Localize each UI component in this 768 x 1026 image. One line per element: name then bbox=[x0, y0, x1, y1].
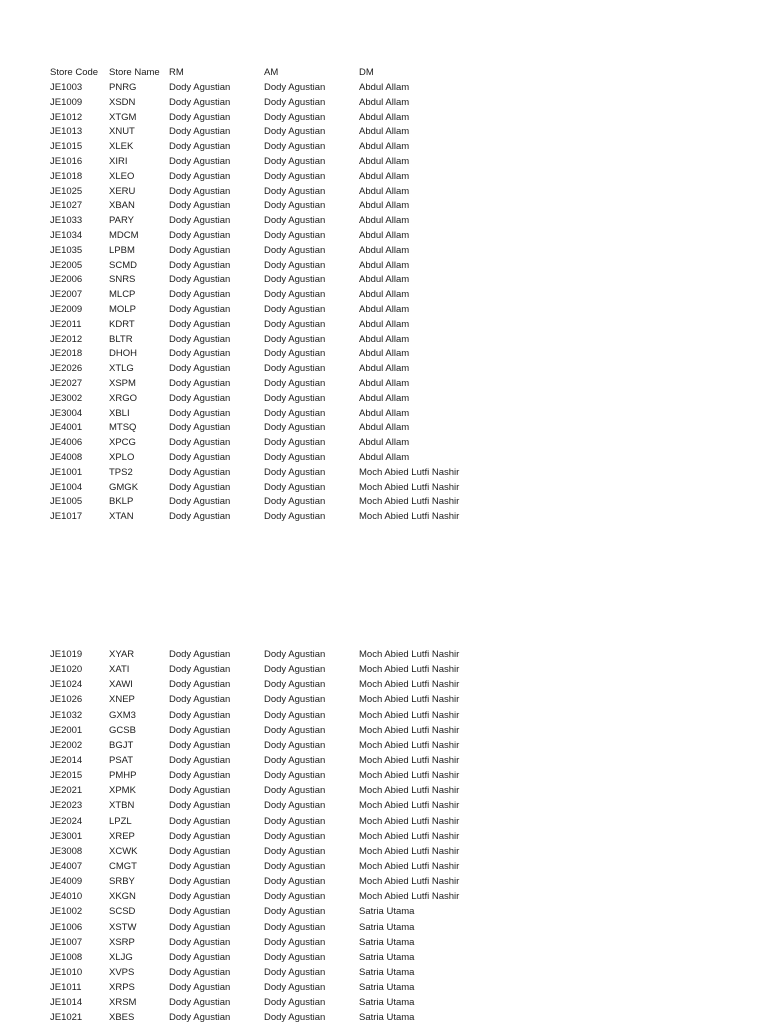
dm-cell: Satria Utama bbox=[359, 951, 415, 963]
dm-cell: Abdul Allam bbox=[359, 200, 410, 212]
store-code-cell: JE2007 bbox=[50, 289, 83, 301]
am-cell: Dody Agustian bbox=[264, 422, 326, 434]
am-cell: Dody Agustian bbox=[264, 679, 326, 691]
store-name-cell: GMGK bbox=[109, 481, 139, 493]
dm-cell: Abdul Allam bbox=[359, 451, 410, 463]
dm-cell: Abdul Allam bbox=[359, 303, 410, 315]
am-cell: Dody Agustian bbox=[264, 274, 326, 286]
store-code-cell: JE1003 bbox=[50, 82, 83, 93]
store-name-cell: XATI bbox=[109, 664, 130, 676]
store-name-cell: XTLG bbox=[109, 363, 134, 375]
store-name-cell: XLEO bbox=[109, 170, 135, 182]
store-code-cell: JE2021 bbox=[50, 785, 83, 797]
store-code-cell: JE1004 bbox=[50, 481, 83, 493]
am-cell: Dody Agustian bbox=[264, 694, 326, 706]
am-cell: Dody Agustian bbox=[264, 906, 326, 918]
dm-cell: Abdul Allam bbox=[359, 82, 410, 93]
store-name-cell: XREP bbox=[109, 830, 135, 842]
store-code-cell: JE2006 bbox=[50, 274, 83, 286]
rm-cell: Dody Agustian bbox=[169, 951, 231, 963]
dm-cell: Moch Abied Lutfi Nashir bbox=[359, 876, 460, 888]
am-cell: Dody Agustian bbox=[264, 891, 326, 903]
am-cell: Dody Agustian bbox=[264, 200, 326, 212]
store-code-cell: JE3008 bbox=[50, 845, 83, 857]
am-cell: Dody Agustian bbox=[264, 229, 326, 241]
rm-cell: Dody Agustian bbox=[169, 860, 231, 872]
store-code-cell: JE1026 bbox=[50, 694, 83, 706]
rm-cell: Dody Agustian bbox=[169, 845, 231, 857]
rm-cell: Dody Agustian bbox=[169, 466, 231, 478]
store-name-cell: XTAN bbox=[109, 511, 134, 523]
am-cell: Dody Agustian bbox=[264, 982, 326, 994]
dm-cell: Moch Abied Lutfi Nashir bbox=[359, 845, 460, 857]
store-code-cell: JE3004 bbox=[50, 407, 83, 419]
am-cell: Dody Agustian bbox=[264, 141, 326, 153]
dm-cell: Satria Utama bbox=[359, 936, 415, 948]
dm-cell: Abdul Allam bbox=[359, 141, 410, 153]
store-code-cell: JE1014 bbox=[50, 997, 83, 1009]
dm-cell: Moch Abied Lutfi Nashir bbox=[359, 496, 460, 508]
store-name-cell: XPMK bbox=[109, 785, 136, 797]
am-cell: Dody Agustian bbox=[264, 392, 326, 404]
rm-cell: Dody Agustian bbox=[169, 800, 231, 812]
am-cell: Dody Agustian bbox=[264, 244, 326, 256]
dm-cell: Abdul Allam bbox=[359, 422, 410, 434]
store-name-cell: SRBY bbox=[109, 876, 135, 888]
store-code-cell: JE1021 bbox=[50, 1012, 83, 1024]
rm-cell: Dody Agustian bbox=[169, 229, 231, 241]
dm-cell: Abdul Allam bbox=[359, 111, 410, 123]
store-name-cell: MLCP bbox=[109, 289, 136, 301]
store-name-cell: XBES bbox=[109, 1012, 135, 1024]
store-name-cell: XKGN bbox=[109, 891, 136, 903]
header-store-code: Store Code bbox=[50, 67, 99, 78]
dm-cell: Abdul Allam bbox=[359, 259, 410, 271]
rm-cell: Dody Agustian bbox=[169, 770, 231, 782]
dm-cell: Moch Abied Lutfi Nashir bbox=[359, 800, 460, 812]
store-name-cell: XRPS bbox=[109, 982, 135, 994]
dm-cell: Abdul Allam bbox=[359, 155, 410, 167]
rm-cell: Dody Agustian bbox=[169, 815, 231, 827]
rm-cell: Dody Agustian bbox=[169, 348, 231, 360]
store-name-cell: XERU bbox=[109, 185, 136, 197]
am-cell: Dody Agustian bbox=[264, 511, 326, 523]
am-cell: Dody Agustian bbox=[264, 770, 326, 782]
rm-cell: Dody Agustian bbox=[169, 997, 231, 1009]
store-name-cell: XYAR bbox=[109, 649, 135, 660]
rm-cell: Dody Agustian bbox=[169, 377, 231, 389]
am-cell: Dody Agustian bbox=[264, 951, 326, 963]
store-code-cell: JE1018 bbox=[50, 170, 83, 182]
dm-cell: Abdul Allam bbox=[359, 96, 410, 108]
am-cell: Dody Agustian bbox=[264, 185, 326, 197]
store-name-cell: PSAT bbox=[109, 754, 134, 766]
dm-cell: Abdul Allam bbox=[359, 170, 410, 182]
rm-cell: Dody Agustian bbox=[169, 141, 231, 153]
store-name-cell: XLEK bbox=[109, 141, 134, 153]
header-store-name: Store Name bbox=[109, 67, 160, 78]
store-name-cell: XNEP bbox=[109, 694, 135, 706]
rm-cell: Dody Agustian bbox=[169, 155, 231, 167]
rm-cell: Dody Agustian bbox=[169, 709, 231, 721]
dm-cell: Moch Abied Lutfi Nashir bbox=[359, 709, 460, 721]
rm-cell: Dody Agustian bbox=[169, 936, 231, 948]
store-code-cell: JE2014 bbox=[50, 754, 83, 766]
dm-cell: Moch Abied Lutfi Nashir bbox=[359, 679, 460, 691]
header-rm: RM bbox=[169, 67, 184, 78]
store-name-cell: CMGT bbox=[109, 860, 137, 872]
store-code-cell: JE3002 bbox=[50, 392, 83, 404]
rm-cell: Dody Agustian bbox=[169, 82, 231, 93]
dm-cell: Abdul Allam bbox=[359, 437, 410, 449]
store-code-cell: JE2018 bbox=[50, 348, 83, 360]
rm-cell: Dody Agustian bbox=[169, 170, 231, 182]
am-cell: Dody Agustian bbox=[264, 333, 326, 345]
rm-cell: Dody Agustian bbox=[169, 422, 231, 434]
store-code-cell: JE2005 bbox=[50, 259, 83, 271]
dm-cell: Satria Utama bbox=[359, 921, 415, 933]
rm-cell: Dody Agustian bbox=[169, 111, 231, 123]
dm-cell: Satria Utama bbox=[359, 1012, 415, 1024]
store-code-cell: JE2002 bbox=[50, 739, 83, 751]
rm-cell: Dody Agustian bbox=[169, 785, 231, 797]
rm-cell: Dody Agustian bbox=[169, 289, 231, 301]
store-name-cell: SCMD bbox=[109, 259, 137, 271]
store-name-cell: XNUT bbox=[109, 126, 135, 138]
am-cell: Dody Agustian bbox=[264, 1012, 326, 1024]
am-cell: Dody Agustian bbox=[264, 111, 326, 123]
store-code-cell: JE4010 bbox=[50, 891, 83, 903]
rm-cell: Dody Agustian bbox=[169, 511, 231, 523]
store-code-cell: JE1011 bbox=[50, 982, 82, 994]
store-code-cell: JE1019 bbox=[50, 649, 83, 660]
am-cell: Dody Agustian bbox=[264, 289, 326, 301]
dm-cell: Abdul Allam bbox=[359, 377, 410, 389]
store-code-cell: JE2027 bbox=[50, 377, 83, 389]
store-code-cell: JE1020 bbox=[50, 664, 83, 676]
rm-cell: Dody Agustian bbox=[169, 664, 231, 676]
rm-cell: Dody Agustian bbox=[169, 244, 231, 256]
dm-cell: Moch Abied Lutfi Nashir bbox=[359, 770, 460, 782]
am-cell: Dody Agustian bbox=[264, 348, 326, 360]
store-name-cell: GCSB bbox=[109, 724, 136, 736]
store-code-cell: JE1005 bbox=[50, 496, 83, 508]
am-cell: Dody Agustian bbox=[264, 754, 326, 766]
store-code-cell: JE1024 bbox=[50, 679, 83, 691]
store-name-cell: MTSQ bbox=[109, 422, 137, 434]
store-code-cell: JE1009 bbox=[50, 96, 83, 108]
dm-cell: Moch Abied Lutfi Nashir bbox=[359, 754, 460, 766]
store-name-cell: KDRT bbox=[109, 318, 135, 330]
am-cell: Dody Agustian bbox=[264, 437, 326, 449]
store-code-cell: JE2024 bbox=[50, 815, 83, 827]
store-code-cell: JE1015 bbox=[50, 141, 83, 153]
store-code-cell: JE4009 bbox=[50, 876, 83, 888]
store-code-cell: JE1008 bbox=[50, 951, 83, 963]
rm-cell: Dody Agustian bbox=[169, 1012, 231, 1024]
store-name-cell: XIRI bbox=[109, 155, 128, 167]
am-cell: Dody Agustian bbox=[264, 155, 326, 167]
store-name-cell: XSDN bbox=[109, 96, 136, 108]
dm-cell: Moch Abied Lutfi Nashir bbox=[359, 785, 460, 797]
am-cell: Dody Agustian bbox=[264, 126, 326, 138]
am-cell: Dody Agustian bbox=[264, 739, 326, 751]
dm-cell: Moch Abied Lutfi Nashir bbox=[359, 466, 460, 478]
rm-cell: Dody Agustian bbox=[169, 754, 231, 766]
store-name-cell: LPZL bbox=[109, 815, 132, 827]
am-cell: Dody Agustian bbox=[264, 800, 326, 812]
rm-cell: Dody Agustian bbox=[169, 437, 231, 449]
store-name-cell: XRSM bbox=[109, 997, 137, 1009]
rm-cell: Dody Agustian bbox=[169, 318, 231, 330]
store-name-cell: XTBN bbox=[109, 800, 135, 812]
rm-cell: Dody Agustian bbox=[169, 906, 231, 918]
am-cell: Dody Agustian bbox=[264, 82, 326, 93]
store-name-cell: DHOH bbox=[109, 348, 137, 360]
store-code-cell: JE1006 bbox=[50, 921, 83, 933]
store-code-cell: JE4007 bbox=[50, 860, 83, 872]
store-name-cell: BGJT bbox=[109, 739, 134, 751]
am-cell: Dody Agustian bbox=[264, 303, 326, 315]
rm-cell: Dody Agustian bbox=[169, 363, 231, 375]
store-code-cell: JE1013 bbox=[50, 126, 83, 138]
store-code-cell: JE1025 bbox=[50, 185, 83, 197]
dm-cell: Moch Abied Lutfi Nashir bbox=[359, 860, 460, 872]
store-code-cell: JE2023 bbox=[50, 800, 83, 812]
dm-cell: Moch Abied Lutfi Nashir bbox=[359, 830, 460, 842]
store-code-cell: JE2015 bbox=[50, 770, 83, 782]
dm-cell: Satria Utama bbox=[359, 906, 415, 918]
am-cell: Dody Agustian bbox=[264, 96, 326, 108]
rm-cell: Dody Agustian bbox=[169, 333, 231, 345]
store-name-cell: XPLO bbox=[109, 451, 135, 463]
rm-cell: Dody Agustian bbox=[169, 274, 231, 286]
dm-cell: Moch Abied Lutfi Nashir bbox=[359, 649, 460, 660]
rm-cell: Dody Agustian bbox=[169, 96, 231, 108]
store-code-cell: JE2001 bbox=[50, 724, 83, 736]
rm-cell: Dody Agustian bbox=[169, 724, 231, 736]
am-cell: Dody Agustian bbox=[264, 845, 326, 857]
store-name-cell: GXM3 bbox=[109, 709, 136, 721]
header-am: AM bbox=[264, 67, 279, 78]
dm-cell: Abdul Allam bbox=[359, 185, 410, 197]
store-name-cell: XTGM bbox=[109, 111, 137, 123]
dm-cell: Abdul Allam bbox=[359, 229, 410, 241]
rm-cell: Dody Agustian bbox=[169, 303, 231, 315]
store-name-cell: XCWK bbox=[109, 845, 138, 857]
dm-cell: Moch Abied Lutfi Nashir bbox=[359, 694, 460, 706]
rm-cell: Dody Agustian bbox=[169, 966, 231, 978]
am-cell: Dody Agustian bbox=[264, 259, 326, 271]
store-code-cell: JE2012 bbox=[50, 333, 83, 345]
store-code-cell: JE4001 bbox=[50, 422, 83, 434]
store-code-cell: JE1007 bbox=[50, 936, 83, 948]
dm-cell: Abdul Allam bbox=[359, 363, 410, 375]
store-code-cell: JE1001 bbox=[50, 466, 83, 478]
dm-cell: Abdul Allam bbox=[359, 407, 410, 419]
dm-cell: Moch Abied Lutfi Nashir bbox=[359, 891, 460, 903]
am-cell: Dody Agustian bbox=[264, 363, 326, 375]
rm-cell: Dody Agustian bbox=[169, 876, 231, 888]
store-code-cell: JE1010 bbox=[50, 966, 83, 978]
store-name-cell: PARY bbox=[109, 215, 134, 227]
rm-cell: Dody Agustian bbox=[169, 407, 231, 419]
am-cell: Dody Agustian bbox=[264, 785, 326, 797]
store-code-cell: JE1002 bbox=[50, 906, 83, 918]
store-code-cell: JE3001 bbox=[50, 830, 83, 842]
dm-cell: Abdul Allam bbox=[359, 392, 410, 404]
am-cell: Dody Agustian bbox=[264, 649, 326, 660]
store-code-cell: JE4008 bbox=[50, 451, 83, 463]
store-code-cell: JE1016 bbox=[50, 155, 83, 167]
am-cell: Dody Agustian bbox=[264, 481, 326, 493]
store-code-cell: JE1017 bbox=[50, 511, 83, 523]
am-cell: Dody Agustian bbox=[264, 876, 326, 888]
store-code-cell: JE1012 bbox=[50, 111, 83, 123]
store-name-cell: BKLP bbox=[109, 496, 134, 508]
store-name-cell: XSRP bbox=[109, 936, 135, 948]
am-cell: Dody Agustian bbox=[264, 966, 326, 978]
rm-cell: Dody Agustian bbox=[169, 891, 231, 903]
rm-cell: Dody Agustian bbox=[169, 921, 231, 933]
rm-cell: Dody Agustian bbox=[169, 185, 231, 197]
rm-cell: Dody Agustian bbox=[169, 392, 231, 404]
store-name-cell: PMHP bbox=[109, 770, 137, 782]
header-dm: DM bbox=[359, 67, 374, 78]
store-code-cell: JE2026 bbox=[50, 363, 83, 375]
dm-cell: Moch Abied Lutfi Nashir bbox=[359, 724, 460, 736]
rm-cell: Dody Agustian bbox=[169, 694, 231, 706]
store-name-cell: MOLP bbox=[109, 303, 136, 315]
am-cell: Dody Agustian bbox=[264, 724, 326, 736]
dm-cell: Moch Abied Lutfi Nashir bbox=[359, 481, 460, 493]
am-cell: Dody Agustian bbox=[264, 466, 326, 478]
dm-cell: Abdul Allam bbox=[359, 215, 410, 227]
store-code-cell: JE1033 bbox=[50, 215, 83, 227]
am-cell: Dody Agustian bbox=[264, 997, 326, 1009]
store-code-cell: JE4006 bbox=[50, 437, 83, 449]
am-cell: Dody Agustian bbox=[264, 407, 326, 419]
am-cell: Dody Agustian bbox=[264, 451, 326, 463]
am-cell: Dody Agustian bbox=[264, 830, 326, 842]
store-code-cell: JE2011 bbox=[50, 318, 82, 330]
dm-cell: Abdul Allam bbox=[359, 274, 410, 286]
am-cell: Dody Agustian bbox=[264, 496, 326, 508]
rm-cell: Dody Agustian bbox=[169, 496, 231, 508]
am-cell: Dody Agustian bbox=[264, 815, 326, 827]
dm-cell: Abdul Allam bbox=[359, 289, 410, 301]
store-name-cell: SNRS bbox=[109, 274, 136, 286]
store-code-cell: JE1027 bbox=[50, 200, 83, 212]
rm-cell: Dody Agustian bbox=[169, 982, 231, 994]
dm-cell: Satria Utama bbox=[359, 997, 415, 1009]
dm-cell: Abdul Allam bbox=[359, 244, 410, 256]
rm-cell: Dody Agustian bbox=[169, 259, 231, 271]
rm-cell: Dody Agustian bbox=[169, 481, 231, 493]
store-name-cell: XVPS bbox=[109, 966, 135, 978]
dm-cell: Abdul Allam bbox=[359, 318, 410, 330]
store-name-cell: LPBM bbox=[109, 244, 135, 256]
am-cell: Dody Agustian bbox=[264, 377, 326, 389]
dm-cell: Satria Utama bbox=[359, 982, 415, 994]
store-name-cell: XSPM bbox=[109, 377, 136, 389]
store-name-cell: SCSD bbox=[109, 906, 136, 918]
dm-cell: Moch Abied Lutfi Nashir bbox=[359, 739, 460, 751]
dm-cell: Moch Abied Lutfi Nashir bbox=[359, 664, 460, 676]
store-code-cell: JE1035 bbox=[50, 244, 83, 256]
rm-cell: Dody Agustian bbox=[169, 200, 231, 212]
dm-cell: Satria Utama bbox=[359, 966, 415, 978]
store-name-cell: XBAN bbox=[109, 200, 135, 212]
store-name-cell: XSTW bbox=[109, 921, 137, 933]
store-name-cell: XLJG bbox=[109, 951, 133, 963]
rm-cell: Dody Agustian bbox=[169, 830, 231, 842]
rm-cell: Dody Agustian bbox=[169, 649, 231, 660]
am-cell: Dody Agustian bbox=[264, 170, 326, 182]
dm-cell: Moch Abied Lutfi Nashir bbox=[359, 815, 460, 827]
store-name-cell: TPS2 bbox=[109, 466, 133, 478]
rm-cell: Dody Agustian bbox=[169, 679, 231, 691]
am-cell: Dody Agustian bbox=[264, 709, 326, 721]
store-name-cell: MDCM bbox=[109, 229, 139, 241]
store-name-cell: PNRG bbox=[109, 82, 137, 93]
am-cell: Dody Agustian bbox=[264, 860, 326, 872]
rm-cell: Dody Agustian bbox=[169, 451, 231, 463]
store-code-cell: JE2009 bbox=[50, 303, 83, 315]
store-name-cell: XPCG bbox=[109, 437, 136, 449]
dm-cell: Abdul Allam bbox=[359, 348, 410, 360]
store-name-cell: BLTR bbox=[109, 333, 133, 345]
rm-cell: Dody Agustian bbox=[169, 739, 231, 751]
store-code-cell: JE1034 bbox=[50, 229, 83, 241]
am-cell: Dody Agustian bbox=[264, 664, 326, 676]
rm-cell: Dody Agustian bbox=[169, 215, 231, 227]
store-name-cell: XAWI bbox=[109, 679, 133, 691]
dm-cell: Moch Abied Lutfi Nashir bbox=[359, 511, 460, 523]
store-name-cell: XRGO bbox=[109, 392, 137, 404]
am-cell: Dody Agustian bbox=[264, 318, 326, 330]
am-cell: Dody Agustian bbox=[264, 215, 326, 227]
am-cell: Dody Agustian bbox=[264, 936, 326, 948]
dm-cell: Abdul Allam bbox=[359, 126, 410, 138]
store-name-cell: XBLI bbox=[109, 407, 130, 419]
rm-cell: Dody Agustian bbox=[169, 126, 231, 138]
am-cell: Dody Agustian bbox=[264, 921, 326, 933]
store-code-cell: JE1032 bbox=[50, 709, 83, 721]
dm-cell: Abdul Allam bbox=[359, 333, 410, 345]
